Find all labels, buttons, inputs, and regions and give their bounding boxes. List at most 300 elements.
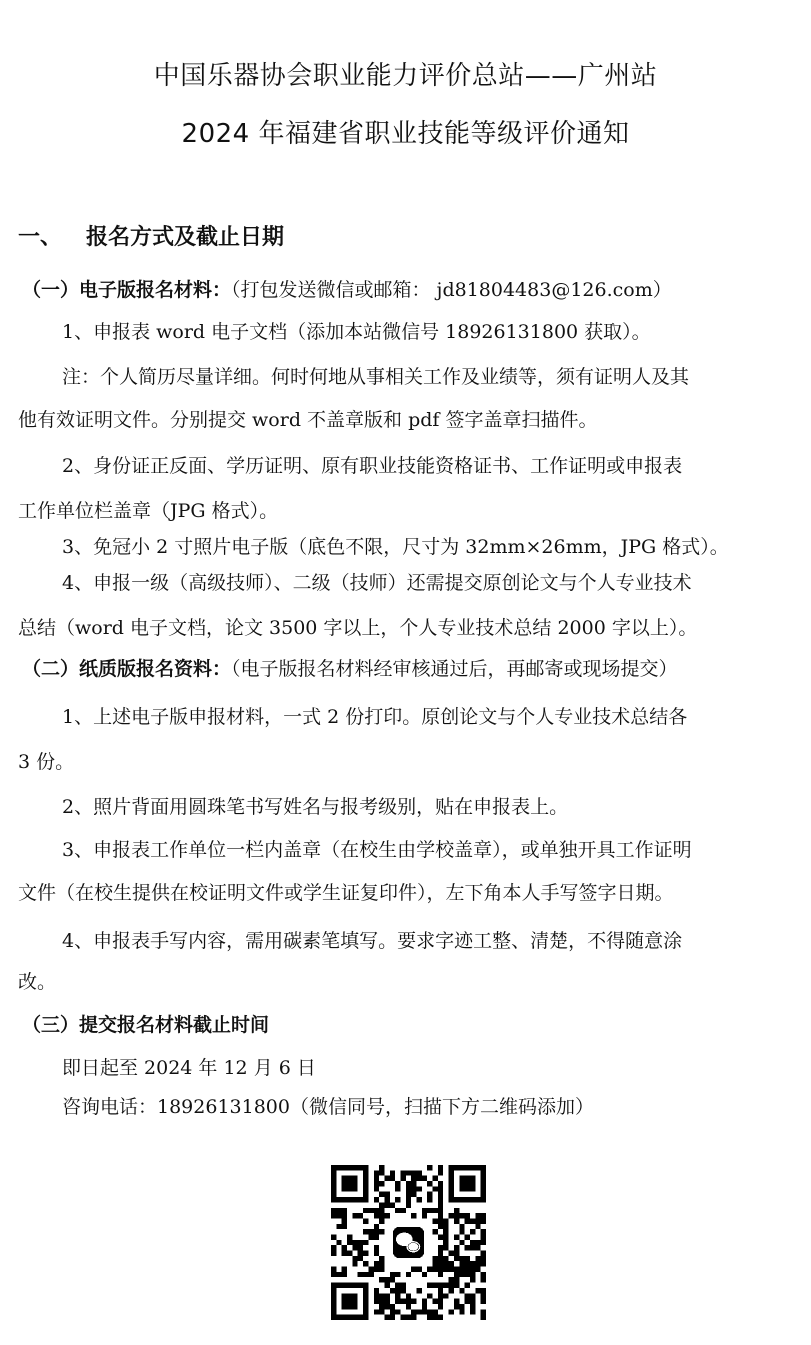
qr-module <box>379 1192 384 1197</box>
qr-module <box>438 1261 443 1266</box>
contact-phone: 咨询电话：18926131800（微信同号，扫描下方二维码添加） <box>62 1096 594 1118</box>
qr-module <box>384 1192 389 1197</box>
qr-module <box>438 1213 443 1218</box>
qr-module <box>347 1240 352 1245</box>
qr-module <box>374 1213 379 1218</box>
qr-module <box>395 1293 400 1298</box>
qr-module <box>331 1245 336 1250</box>
qr-module <box>374 1170 379 1175</box>
qr-module <box>368 1208 373 1213</box>
qr-module <box>358 1272 363 1277</box>
qr-module <box>438 1197 443 1202</box>
qr-module <box>465 1245 470 1250</box>
qr-module <box>438 1165 443 1170</box>
section-1-title: 报名方式及截止日期 <box>86 225 285 250</box>
qr-module <box>470 1299 475 1304</box>
qr-module <box>443 1218 448 1223</box>
qr-module <box>395 1208 400 1213</box>
qr-module <box>459 1256 464 1261</box>
qr-module <box>400 1208 405 1213</box>
qr-module <box>417 1186 422 1191</box>
qr-module <box>427 1197 432 1202</box>
qr-module <box>454 1208 459 1213</box>
qr-module <box>433 1186 438 1191</box>
part-2-item-4-line-2: 改。 <box>18 971 57 993</box>
qr-module <box>390 1309 395 1314</box>
qr-module <box>438 1272 443 1277</box>
qr-finder-top-right <box>449 1165 486 1202</box>
qr-module <box>400 1176 405 1181</box>
qr-module <box>470 1267 475 1272</box>
qr-finder-top-left <box>331 1165 368 1202</box>
qr-module <box>390 1170 395 1175</box>
qr-module <box>470 1293 475 1298</box>
qr-module <box>331 1272 336 1277</box>
qr-module <box>481 1261 486 1266</box>
qr-module <box>470 1229 475 1234</box>
qr-module <box>470 1304 475 1309</box>
qr-module <box>438 1208 443 1213</box>
qr-module <box>433 1176 438 1181</box>
qr-module <box>406 1170 411 1175</box>
part-1-item-2-line-1: 2、身份证正反面、学历证明、原有职业技能资格证书、工作证明或申报表 <box>62 455 683 477</box>
qr-module <box>475 1288 480 1293</box>
qr-module <box>465 1293 470 1298</box>
qr-module <box>417 1176 422 1181</box>
qr-module <box>443 1245 448 1250</box>
qr-module <box>481 1240 486 1245</box>
qr-module <box>443 1261 448 1266</box>
qr-module <box>438 1315 443 1320</box>
qr-module <box>331 1208 336 1213</box>
qr-module <box>379 1229 384 1234</box>
qr-module <box>374 1288 379 1293</box>
qr-module <box>411 1213 416 1218</box>
qr-module <box>390 1277 395 1282</box>
qr-module <box>347 1251 352 1256</box>
qr-module <box>395 1181 400 1186</box>
qr-module <box>331 1234 336 1239</box>
qr-module <box>347 1234 352 1239</box>
qr-module <box>411 1192 416 1197</box>
qr-module <box>465 1272 470 1277</box>
qr-module <box>406 1192 411 1197</box>
qr-module <box>422 1299 427 1304</box>
qr-module <box>427 1181 432 1186</box>
qr-module <box>395 1186 400 1191</box>
qr-module <box>384 1202 389 1207</box>
section-1-heading <box>18 222 284 254</box>
qr-module <box>459 1288 464 1293</box>
qr-module <box>433 1267 438 1272</box>
qr-module <box>374 1299 379 1304</box>
qr-module <box>406 1272 411 1277</box>
qr-module <box>384 1315 389 1320</box>
qr-module <box>384 1283 389 1288</box>
part-2-item-4-line-1: 4、申报表手写内容，需用碳素笔填写。要求字迹工整、清楚，不得随意涂 <box>62 930 683 952</box>
qr-module <box>417 1288 422 1293</box>
qr-module <box>363 1240 368 1245</box>
qr-module <box>465 1267 470 1272</box>
qr-module <box>390 1288 395 1293</box>
qr-module <box>406 1181 411 1186</box>
qr-module <box>374 1293 379 1298</box>
qr-module <box>379 1267 384 1272</box>
qr-module <box>417 1170 422 1175</box>
qr-module <box>481 1272 486 1277</box>
qr-module <box>427 1208 432 1213</box>
qr-module <box>374 1309 379 1314</box>
qr-module <box>443 1224 448 1229</box>
qr-module <box>422 1208 427 1213</box>
deadline-date: 即日起至 2024 年 12 月 6 日 <box>62 1057 316 1079</box>
qr-module <box>411 1176 416 1181</box>
qr-module <box>438 1283 443 1288</box>
part-1-note: （打包发送微信或邮箱： jd81804483@126.com） <box>231 279 672 301</box>
part-3-heading: （三）提交报名材料截止时间 <box>22 1014 270 1036</box>
qr-module <box>438 1304 443 1309</box>
qr-module <box>342 1224 347 1229</box>
qr-module <box>411 1186 416 1191</box>
qr-module <box>400 1283 405 1288</box>
wechat-qr-code-icon[interactable] <box>331 1165 486 1320</box>
qr-module <box>411 1267 416 1272</box>
part-1-item-1: 1、申报表 word 电子文档（添加本站微信号 18926131800 获取）。 <box>62 321 651 343</box>
qr-module <box>465 1283 470 1288</box>
qr-module <box>427 1165 432 1170</box>
qr-module <box>336 1240 341 1245</box>
qr-module <box>379 1208 384 1213</box>
qr-module <box>438 1170 443 1175</box>
qr-module <box>481 1293 486 1298</box>
qr-module <box>459 1224 464 1229</box>
qr-module <box>427 1283 432 1288</box>
qr-module <box>438 1181 443 1186</box>
qr-module <box>379 1181 384 1186</box>
qr-module <box>390 1272 395 1277</box>
qr-module <box>427 1309 432 1314</box>
qr-module <box>379 1165 384 1170</box>
qr-module <box>438 1293 443 1298</box>
qr-module <box>454 1213 459 1218</box>
part-2-item-3-line-1: 3、申报表工作单位一栏内盖章（在校生由学校盖章），或单独开具工作证明 <box>62 839 692 861</box>
qr-module <box>342 1213 347 1218</box>
qr-module <box>433 1256 438 1261</box>
qr-module <box>465 1213 470 1218</box>
qr-module <box>379 1277 384 1282</box>
qr-module <box>406 1304 411 1309</box>
qr-module <box>454 1299 459 1304</box>
qr-module <box>417 1267 422 1272</box>
qr-module <box>449 1267 454 1272</box>
part-2-note: （电子版报名材料经审核通过后，再邮寄或现场提交） <box>231 658 678 680</box>
qr-module <box>395 1288 400 1293</box>
part-1-item-4-line-2: 总结（word 电子文档，论文 3500 字以上，个人专业技术总结 2000 字以上）。 <box>18 617 698 639</box>
part-1-note-line-2: 他有效证明文件。分别提交 word 不盖章版和 pdf 签字盖章扫描件。 <box>18 409 598 431</box>
qr-module <box>352 1261 357 1266</box>
qr-module <box>336 1224 341 1229</box>
qr-module <box>481 1251 486 1256</box>
qr-module <box>422 1176 427 1181</box>
qr-module <box>379 1261 384 1266</box>
part-1-item-4-line-1: 4、申报一级（高级技师）、二级（技师）还需提交原创论文与个人专业技术 <box>62 572 692 594</box>
qr-module <box>379 1218 384 1223</box>
qr-module <box>438 1234 443 1239</box>
qr-module <box>443 1234 448 1239</box>
qr-module <box>395 1272 400 1277</box>
qr-module <box>352 1256 357 1261</box>
qr-module <box>384 1197 389 1202</box>
qr-module <box>438 1245 443 1250</box>
qr-module <box>368 1272 373 1277</box>
qr-module <box>374 1181 379 1186</box>
qr-module <box>342 1251 347 1256</box>
qr-module <box>438 1224 443 1229</box>
qr-module <box>379 1202 384 1207</box>
qr-module <box>422 1304 427 1309</box>
qr-module <box>384 1213 389 1218</box>
qr-module <box>481 1299 486 1304</box>
qr-module <box>411 1170 416 1175</box>
qr-module <box>470 1272 475 1277</box>
qr-module <box>411 1309 416 1314</box>
qr-module <box>374 1176 379 1181</box>
qr-module <box>342 1267 347 1272</box>
qr-module <box>438 1192 443 1197</box>
qr-module <box>374 1197 379 1202</box>
qr-module <box>481 1229 486 1234</box>
qr-module <box>374 1251 379 1256</box>
qr-module <box>395 1197 400 1202</box>
qr-module <box>342 1245 347 1250</box>
qr-module <box>374 1267 379 1272</box>
part-1-note-line-1: 注：个人简历尽量详细。何时何地从事相关工作及业绩等，须有证明人及其 <box>62 366 690 388</box>
qr-module <box>459 1309 464 1314</box>
qr-module <box>368 1229 373 1234</box>
qr-module <box>459 1304 464 1309</box>
qr-module <box>438 1299 443 1304</box>
qr-module <box>427 1315 432 1320</box>
qr-module <box>438 1267 443 1272</box>
qr-module <box>465 1256 470 1261</box>
qr-module <box>395 1299 400 1304</box>
qr-module <box>470 1218 475 1223</box>
qr-module <box>422 1309 427 1314</box>
qr-module <box>481 1277 486 1282</box>
qr-module <box>481 1256 486 1261</box>
qr-module <box>465 1218 470 1223</box>
qr-module <box>390 1304 395 1309</box>
qr-module <box>433 1309 438 1314</box>
qr-module <box>406 1197 411 1202</box>
qr-module <box>422 1272 427 1277</box>
qr-module <box>438 1186 443 1191</box>
qr-module <box>331 1213 336 1218</box>
qr-module <box>363 1261 368 1266</box>
qr-module <box>449 1309 454 1314</box>
qr-module <box>481 1309 486 1314</box>
qr-module <box>374 1261 379 1266</box>
part-1-heading <box>22 276 672 304</box>
qr-module <box>406 1186 411 1191</box>
qr-module <box>465 1299 470 1304</box>
section-1-number: 一、 <box>18 225 63 250</box>
qr-module <box>481 1234 486 1239</box>
qr-module <box>342 1208 347 1213</box>
qr-module <box>400 1315 405 1320</box>
qr-module <box>400 1288 405 1293</box>
qr-module <box>449 1251 454 1256</box>
qr-module <box>379 1213 384 1218</box>
qr-module <box>443 1283 448 1288</box>
qr-module <box>470 1240 475 1245</box>
qr-module <box>449 1261 454 1266</box>
qr-module <box>427 1192 432 1197</box>
qr-module <box>363 1272 368 1277</box>
qr-module <box>411 1181 416 1186</box>
qr-module <box>384 1304 389 1309</box>
qr-module <box>417 1197 422 1202</box>
qr-module <box>443 1256 448 1261</box>
qr-module <box>454 1267 459 1272</box>
qr-module <box>475 1213 480 1218</box>
qr-module <box>390 1315 395 1320</box>
qr-module <box>449 1213 454 1218</box>
qr-module <box>481 1213 486 1218</box>
qr-module <box>352 1213 357 1218</box>
qr-module <box>433 1229 438 1234</box>
qr-module <box>379 1299 384 1304</box>
qr-module <box>433 1261 438 1266</box>
qr-module <box>374 1208 379 1213</box>
qr-module <box>454 1245 459 1250</box>
qr-module <box>395 1283 400 1288</box>
qr-module <box>475 1261 480 1266</box>
qr-module <box>390 1176 395 1181</box>
qr-module <box>363 1251 368 1256</box>
part-2-item-2: 2、照片背面用圆珠笔书写姓名与报考级别，贴在申报表上。 <box>62 796 569 818</box>
qr-module <box>475 1224 480 1229</box>
qr-module <box>470 1261 475 1266</box>
qr-module <box>475 1267 480 1272</box>
qr-module <box>384 1299 389 1304</box>
qr-module <box>336 1213 341 1218</box>
qr-module <box>384 1277 389 1282</box>
qr-module <box>384 1176 389 1181</box>
qr-module <box>459 1267 464 1272</box>
qr-module <box>470 1245 475 1250</box>
qr-module <box>433 1299 438 1304</box>
qr-module <box>417 1309 422 1314</box>
qr-module <box>406 1299 411 1304</box>
qr-module <box>481 1218 486 1223</box>
qr-module <box>342 1218 347 1223</box>
qr-module <box>454 1251 459 1256</box>
qr-module <box>438 1202 443 1207</box>
part-1-item-3: 3、免冠小 2 寸照片电子版（底色不限，尺寸为 32mm×26mm，JPG 格式）。 <box>62 536 729 558</box>
part-2-item-3-line-2: 文件（在校生提供在校证明文件或学生证复印件），左下角本人手写签字日期。 <box>18 882 674 904</box>
qr-module <box>336 1208 341 1213</box>
qr-module <box>475 1256 480 1261</box>
qr-module <box>336 1272 341 1277</box>
qr-module <box>400 1170 405 1175</box>
qr-module <box>363 1208 368 1213</box>
part-1-item-2-line-2: 工作单位栏盖章（JPG 格式）。 <box>18 500 279 522</box>
qr-module <box>459 1261 464 1266</box>
qr-module <box>358 1245 363 1250</box>
qr-module <box>481 1315 486 1320</box>
qr-module <box>374 1229 379 1234</box>
part-1-label: （一）电子版报名材料： <box>22 279 232 301</box>
qr-module <box>438 1288 443 1293</box>
qr-module <box>379 1304 384 1309</box>
qr-module <box>438 1251 443 1256</box>
qr-module <box>454 1277 459 1282</box>
qr-module <box>470 1277 475 1282</box>
qr-module <box>379 1256 384 1261</box>
qr-module <box>459 1213 464 1218</box>
qr-module <box>459 1229 464 1234</box>
qr-module <box>433 1218 438 1223</box>
wechat-logo-icon <box>390 1224 427 1261</box>
qr-module <box>358 1251 363 1256</box>
qr-module <box>454 1304 459 1309</box>
qr-module <box>475 1218 480 1223</box>
qr-module <box>427 1267 432 1272</box>
document-title-line-2: 2024 年福建省职业技能等级评价通知 <box>181 119 630 149</box>
qr-module <box>459 1272 464 1277</box>
qr-module <box>454 1256 459 1261</box>
qr-module <box>433 1283 438 1288</box>
part-2-label: （二）纸质版报名资料： <box>22 658 232 680</box>
qr-module <box>433 1315 438 1320</box>
qr-module <box>465 1261 470 1266</box>
part-2-item-1-line-1: 1、上述电子版申报材料，一式 2 份打印。原创论文与个人专业技术总结各 <box>62 706 688 728</box>
qr-module <box>443 1240 448 1245</box>
qr-module <box>368 1267 373 1272</box>
qr-module <box>363 1229 368 1234</box>
qr-module <box>454 1272 459 1277</box>
qr-module <box>363 1218 368 1223</box>
qr-module <box>395 1309 400 1314</box>
qr-module <box>384 1293 389 1298</box>
qr-module <box>475 1240 480 1245</box>
qr-module <box>368 1234 373 1239</box>
qr-module <box>379 1170 384 1175</box>
qr-module <box>438 1218 443 1223</box>
qr-module <box>411 1299 416 1304</box>
qr-module <box>352 1240 357 1245</box>
qr-module <box>449 1288 454 1293</box>
qr-module <box>454 1234 459 1239</box>
qr-module <box>449 1283 454 1288</box>
qr-module <box>379 1309 384 1314</box>
qr-module <box>433 1208 438 1213</box>
qr-module <box>406 1315 411 1320</box>
qr-module <box>438 1256 443 1261</box>
part-2-heading <box>22 655 678 683</box>
qr-module <box>475 1245 480 1250</box>
qr-module <box>358 1213 363 1218</box>
qr-module <box>358 1256 363 1261</box>
qr-module <box>342 1272 347 1277</box>
qr-module <box>470 1309 475 1314</box>
qr-module <box>406 1293 411 1298</box>
qr-module <box>454 1283 459 1288</box>
qr-module <box>449 1277 454 1282</box>
qr-module <box>443 1229 448 1234</box>
qr-module <box>374 1234 379 1239</box>
